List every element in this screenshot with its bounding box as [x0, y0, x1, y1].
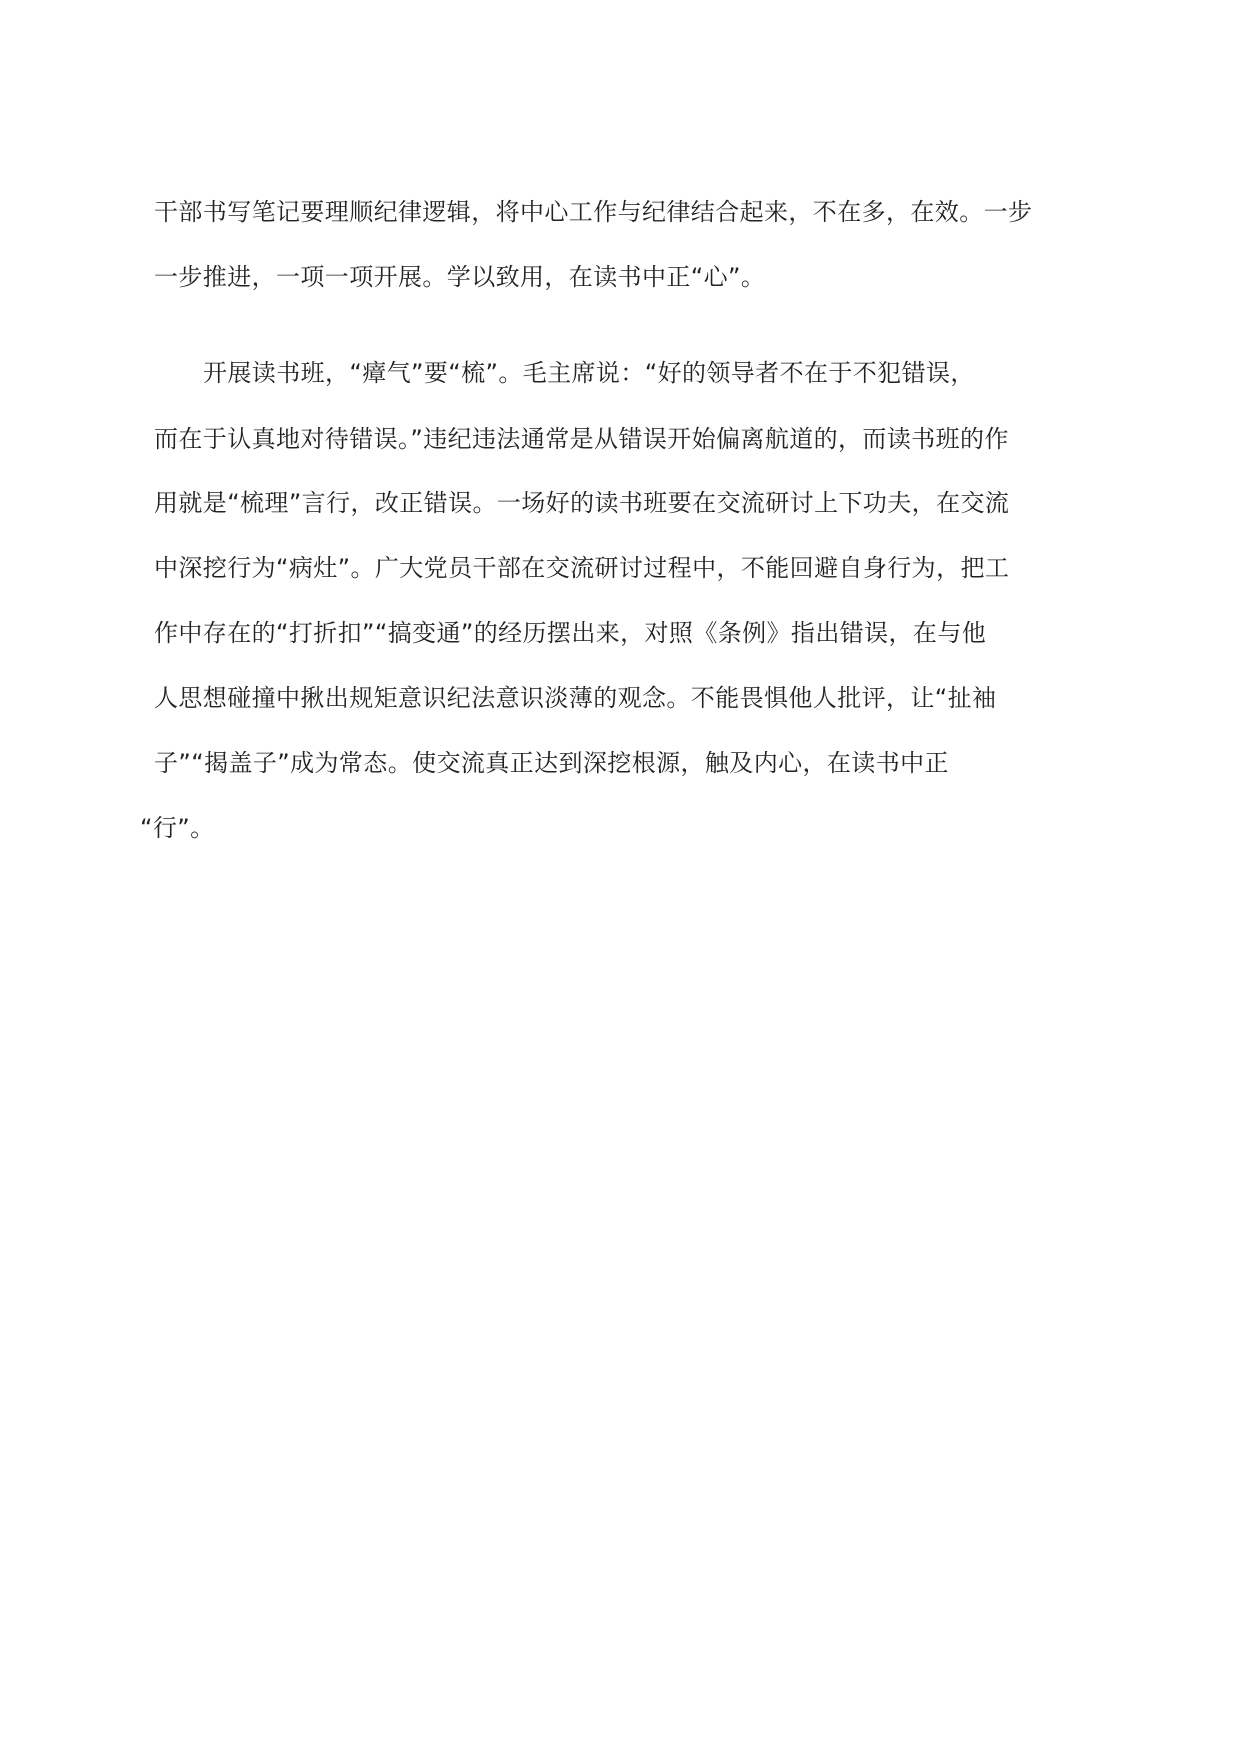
paragraph-1-line-1: 干部书写笔记要理顺纪律逻辑，将中心工作与纪律结合起来，不在多，在效。一步	[154, 198, 1033, 226]
paragraph-2-line-2: 而在于认真地对待错误。”违纪违法通常是从错误开始偏离航道的，而读书班的作	[154, 425, 1009, 453]
paragraph-2-line-8: “行”。	[140, 814, 215, 842]
paragraph-2-line-7: 子”“揭盖子”成为常态。使交流真正达到深挖根源，触及内心，在读书中正	[154, 749, 949, 777]
paragraph-2-line-1: 开展读书班，“瘴气”要“梳”。毛主席说：“好的领导者不在于不犯错误，	[203, 359, 975, 387]
paragraph-2-line-4: 中深挖行为“病灶”。广大党员干部在交流研讨过程中，不能回避自身行为，把工	[154, 554, 1010, 582]
paragraph-2-line-5: 作中存在的“打折扣”“搞变通”的经历摆出来，对照《条例》指出错误，在与他	[154, 619, 987, 647]
paragraph-2-line-3: 用就是“梳理”言行，改正错误。一场好的读书班要在交流研讨上下功夫，在交流	[154, 489, 1010, 517]
paragraph-1-line-2: 一步推进，一项一项开展。学以致用，在读书中正“心”。	[154, 263, 766, 291]
paragraph-2-line-6: 人思想碰撞中揪出规矩意识纪法意识淡薄的观念。不能畏惧他人批评，让“扯袖	[154, 684, 997, 712]
